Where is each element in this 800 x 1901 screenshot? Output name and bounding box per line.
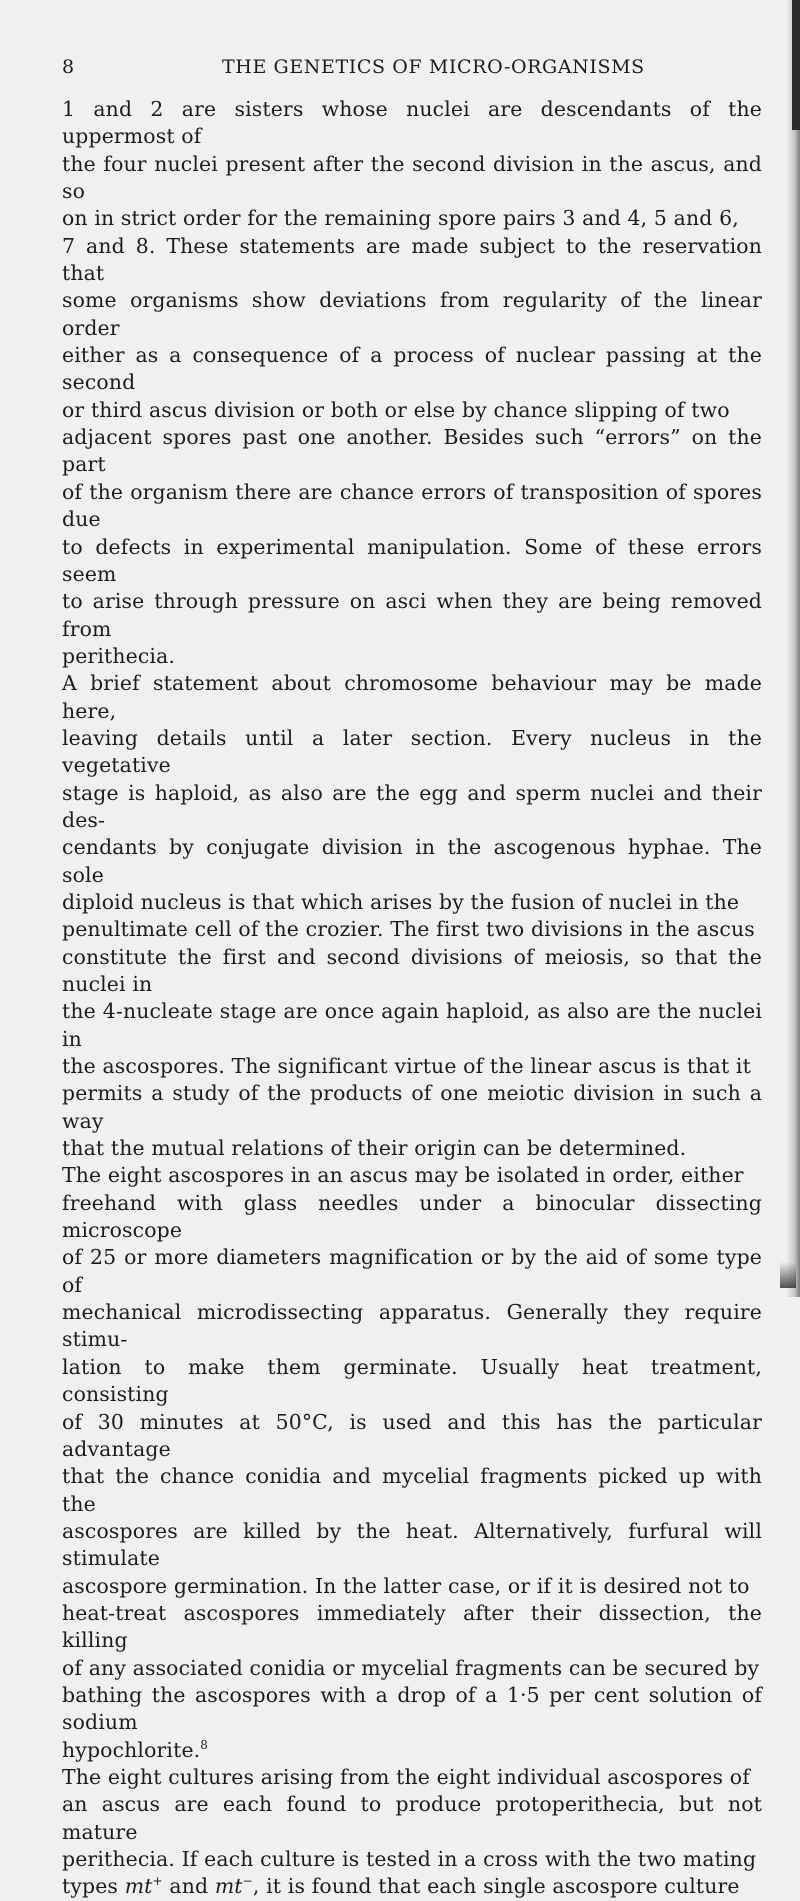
text-line — [62, 1873, 762, 1900]
text-fragment: types — [62, 1874, 125, 1899]
text-line: to arise through pressure on asci when they are being removed from — [62, 589, 762, 641]
minus-superscript: − — [242, 1874, 253, 1889]
text-line: 1 and 2 are sisters whose nuclei are descendants of the uppermost of — [62, 97, 762, 149]
paragraph-3 — [62, 1162, 762, 1764]
plus-superscript: + — [152, 1874, 163, 1889]
text-line: permits a study of the products of one meiotic division in such a way — [62, 1081, 762, 1133]
text-line: lation to make them germinate. Usually heat treatment, consisting — [62, 1354, 762, 1407]
text-line: diploid nucleus is that which arises by the fusion of nuclei in the — [62, 889, 740, 914]
text-line: on in strict order for the remaining spore pairs 3 and 4, 5 and 6, — [62, 206, 739, 231]
text-line: A brief statement about chromosome behaviour may be made here, — [62, 671, 762, 723]
scan-edge-shadow — [786, 0, 800, 1297]
mating-type-minus — [215, 1874, 253, 1898]
text-line: an ascus are each found to produce protoperithecia, but not mature — [62, 1792, 762, 1844]
text-line: freehand with glass needles under a binocular dissecting microscope — [62, 1190, 762, 1243]
paragraph-4 — [62, 1764, 762, 1901]
text-line: the four nuclei present after the second division in the ascus, and so — [62, 151, 762, 204]
scan-corner-mark — [780, 1262, 796, 1288]
text-line: the 4-nucleate stage are once again haploid, as also are the nuclei in — [62, 999, 762, 1051]
mating-type-symbol: mt — [124, 1874, 153, 1899]
text-line: constitute the first and second divisions of meiosis, so that the nuclei in — [62, 944, 762, 996]
text-line: The eight ascospores in an ascus may be isolated in order, either — [62, 1163, 744, 1188]
paragraph-2 — [62, 670, 762, 1162]
text-line: that the chance conidia and mycelial fragments picked up with the — [62, 1464, 762, 1516]
text-line: heat-treat ascospores immediately after their dissection, the killing — [62, 1600, 762, 1653]
text-line: leaving details until a later section. Every nucleus in the vegetative — [62, 725, 762, 778]
text-fragment: , it is found that each single ascospore culture — [252, 1874, 740, 1899]
text-line: penultimate cell of the crozier. The first two divisions in the ascus — [62, 917, 755, 942]
text-line: of 25 or more diameters magnification or by the aid of some type of — [62, 1245, 762, 1297]
text-fragment: hypochlorite. — [62, 1737, 201, 1762]
text-line: the ascospores. The significant virtue of the linear ascus is that it — [62, 1054, 751, 1079]
text-line: 7 and 8. These statements are made subject to the reservation that — [62, 233, 762, 286]
text-line: ascospore germination. In the latter case, or if it is desired not to — [62, 1573, 750, 1598]
text-line: bathing the ascospores with a drop of a 1·5 per cent solution of sodium — [62, 1682, 762, 1735]
text-line: that the mutual relations of their origin can be determined. — [62, 1136, 687, 1161]
body-text — [62, 96, 762, 1901]
text-line: to defects in experimental manipulation. Some of these errors seem — [62, 534, 762, 586]
mating-type-plus — [125, 1874, 163, 1898]
paragraph-1 — [62, 96, 762, 670]
text-line: The eight cultures arising from the eight individual ascospores of — [62, 1764, 750, 1789]
text-line: perithecia. — [62, 643, 176, 668]
scan-edge-mark — [792, 0, 800, 130]
text-line: or third ascus division or both or else by chance slipping of two — [62, 397, 730, 422]
text-line: of any associated conidia or mycelial fragments can be secured by — [62, 1655, 760, 1680]
text-line: of the organism there are chance errors of transposition of spores due — [62, 479, 762, 532]
text-line: cendants by conjugate division in the ascogenous hyphae. The sole — [62, 835, 762, 887]
text-line: of 30 minutes at 50°C, is used and this has the particular advantage — [62, 1409, 762, 1461]
page-number: 8 — [62, 56, 75, 78]
text-line: perithecia. If each culture is tested in a cross with the two mating — [62, 1847, 757, 1871]
text-line: ascospores are killed by the heat. Alternatively, furfural will stimulate — [62, 1518, 762, 1571]
text-line: either as a consequence of a process of nuclear passing at the second — [62, 343, 762, 395]
text-line: mechanical microdissecting apparatus. Generally they require stimu- — [62, 1300, 762, 1352]
text-line — [62, 1737, 762, 1764]
mating-type-symbol: mt — [214, 1874, 243, 1899]
page-header — [62, 56, 762, 88]
text-fragment: and — [162, 1874, 215, 1899]
running-title: THE GENETICS OF MICRO-ORGANISMS — [222, 56, 645, 78]
text-line: adjacent spores past one another. Besides such “errors” on the part — [62, 425, 762, 477]
text-line: stage is haploid, as also are the egg and sperm nuclei and their des- — [62, 780, 762, 832]
footnote-reference: 8 — [200, 1737, 209, 1752]
text-line: some organisms show deviations from regularity of the linear order — [62, 288, 762, 340]
